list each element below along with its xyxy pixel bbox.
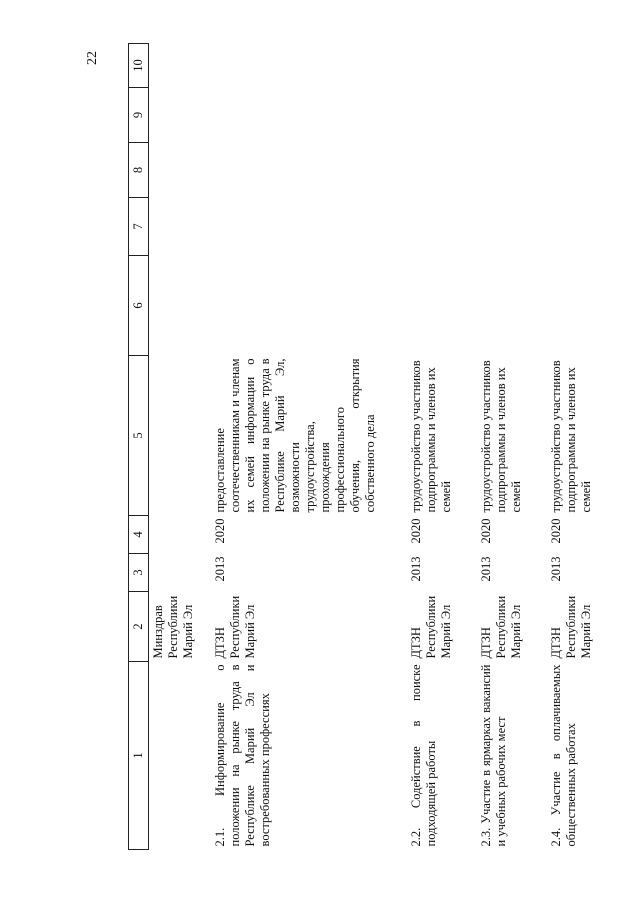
measure-cell: 2.2. Содействие в поиске подходящей работы bbox=[408, 664, 438, 847]
executor-cell: ДТЗН Республики Марий Эл bbox=[212, 595, 257, 659]
column-header: 7 bbox=[129, 198, 149, 256]
executor-cell: Минздрав Республики Марий Эл bbox=[151, 595, 195, 659]
start-year-cell: 2013 bbox=[212, 556, 227, 582]
result-cell: трудоустройство участников подпрограммы и членов их семей bbox=[408, 360, 453, 513]
end-year-cell: 2020 bbox=[212, 518, 227, 544]
measure-cell: 2.1. Информирование о положении на рынке труда в Республике Марий Эл и востребованных профессиях bbox=[212, 664, 272, 847]
table-row bbox=[211, 44, 407, 850]
executor-cell: ДТЗН Республики Марий Эл bbox=[548, 595, 593, 659]
column-header: 5 bbox=[129, 356, 149, 516]
column-header: 9 bbox=[129, 88, 149, 143]
page-number: 22 bbox=[85, 51, 100, 65]
column-header: 3 bbox=[129, 554, 149, 592]
result-cell: трудоустройство участников подпрограммы и членов их семей bbox=[478, 360, 523, 513]
column-header: 6 bbox=[129, 256, 149, 356]
result-cell: предоставление соотечественникам и членам их семей информации о положении на рынке труда в Республике Марий Эл, возможности трудоустройства, прохождения профессионального обучения, открытия собственного дела bbox=[212, 358, 377, 513]
start-year-cell: 2013 bbox=[408, 556, 423, 582]
program-table bbox=[128, 43, 617, 850]
executor-cell: ДТЗН Республики Марий Эл bbox=[408, 595, 453, 659]
start-year-cell: 2013 bbox=[478, 556, 493, 582]
start-year-cell: 2013 bbox=[548, 556, 563, 582]
table-row bbox=[547, 44, 617, 850]
executor-cell: ДТЗН Республики Марий Эл bbox=[478, 595, 523, 659]
result-cell: трудоустройство участников подпрограммы и членов их семей bbox=[548, 360, 593, 513]
end-year-cell: 2020 bbox=[408, 518, 423, 544]
column-header: 4 bbox=[129, 516, 149, 554]
column-header: 2 bbox=[129, 592, 149, 662]
column-header: 8 bbox=[129, 143, 149, 198]
end-year-cell: 2020 bbox=[478, 518, 493, 544]
column-header: 1 bbox=[129, 662, 149, 850]
table-row bbox=[477, 44, 547, 850]
table-header-row bbox=[129, 44, 149, 850]
measure-cell: 2.4. Участие в оплачиваемых общественных работах bbox=[548, 664, 578, 847]
measure-cell: 2.3. Участие в ярмарках вакансий и учебных рабочих мест bbox=[478, 664, 508, 847]
column-header: 10 bbox=[129, 44, 149, 88]
rotated-page bbox=[128, 44, 593, 850]
end-year-cell: 2020 bbox=[548, 518, 563, 544]
continuation-row bbox=[149, 44, 211, 850]
table-row bbox=[407, 44, 477, 850]
